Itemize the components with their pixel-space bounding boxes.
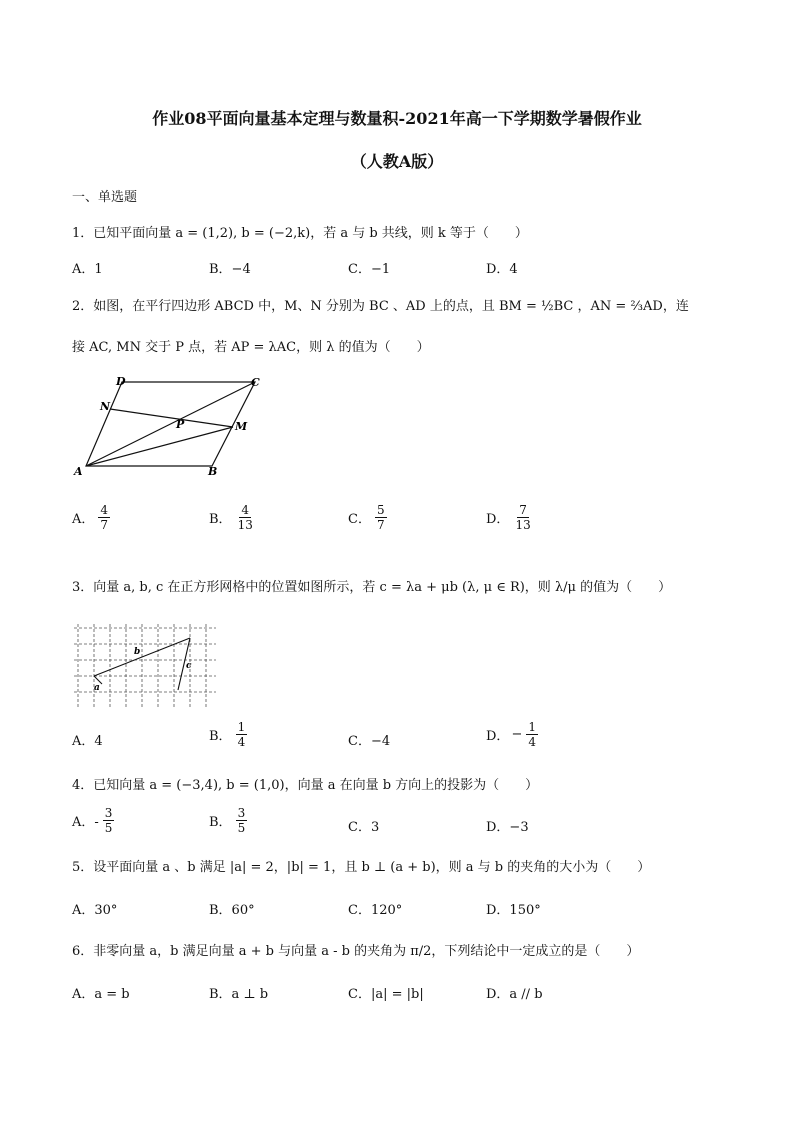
- option-b: B．60°: [209, 903, 255, 918]
- option-c: C．−1: [348, 262, 391, 277]
- label-c: C: [251, 376, 260, 389]
- question-4-text: 4．已知向量 a = (−3,4), b = (1,0)，向量 a 在向量 b 方向上的投影为（ ）: [72, 778, 539, 793]
- question-6-text: 6．非零向量 a，b 满足向量 a + b 与向量 a - b 的夹角为 π/2，下列结论中一定成立的是（ ）: [72, 944, 640, 959]
- fraction: $\frac{3}{5}$: [237, 806, 246, 835]
- label-m: M: [235, 420, 248, 433]
- grid-vector-figure: [70, 620, 220, 712]
- fraction: $\frac{1}{4}$: [528, 720, 536, 749]
- fraction: $\frac{7}{13}$: [515, 503, 531, 532]
- document-title: 作业08平面向量基本定理与数量积-2021年高一下学期数学暑假作业: [152, 109, 642, 128]
- label-b: b: [134, 647, 141, 657]
- label-b: B: [208, 465, 218, 478]
- question-2-text-line2: 接 AC, MN 交于 P 点，若 AP = λAC，则 λ 的值为（ ）: [72, 340, 430, 355]
- question-6-options: [72, 983, 712, 1013]
- parallelogram-figure: [70, 372, 280, 480]
- question-1-options: [72, 258, 712, 288]
- label-p: P: [176, 418, 185, 431]
- option-a: A．4: [72, 734, 103, 749]
- option-c: C． $\frac{5}{7}$: [348, 503, 385, 532]
- fraction: $\frac{1}{4}$: [237, 720, 246, 749]
- option-d: D． $\frac{7}{13}$: [486, 503, 531, 532]
- fraction: $\frac{4}{7}$: [100, 503, 109, 532]
- fraction: $\frac{4}{13}$: [237, 503, 253, 532]
- question-3-options: [72, 720, 712, 758]
- option-c: C．3: [348, 820, 380, 835]
- option-d: D． − $\frac{1}{4}$: [486, 720, 536, 749]
- label-d: D: [116, 375, 126, 388]
- label-c: c: [186, 661, 192, 671]
- question-1-text: 1．已知平面向量 a = (1,2), b = (−2,k)，若 a 与 b 共线，则 k 等于（ ）: [72, 226, 528, 241]
- question-2-text: 2．如图，在平行四边形 ABCD 中，M、N 分别为 BC 、AD 上的点，且 BM = ½BC ，AN = ⅔AD，连: [72, 299, 689, 314]
- question-5-options: [72, 899, 712, 929]
- option-c: C．120°: [348, 903, 403, 918]
- option-c: C．−4: [348, 734, 391, 749]
- section-heading: 一、单选题: [72, 190, 138, 205]
- option-a: A．1: [72, 262, 103, 277]
- option-b: B． $\frac{3}{5}$: [209, 806, 246, 835]
- option-b: B．a ⊥ b: [209, 987, 269, 1002]
- question-4-options: [72, 806, 712, 844]
- option-b: B． $\frac{1}{4}$: [209, 720, 246, 749]
- option-a: A．a = b: [72, 987, 130, 1002]
- document-subtitle: （人教A版）: [350, 152, 444, 171]
- option-c: C．|a| = |b|: [348, 987, 424, 1002]
- label-a: A: [74, 465, 83, 478]
- option-a: A．30°: [72, 903, 118, 918]
- question-3-text: 3．向量 a, b, c 在正方形网格中的位置如图所示，若 c = λa + μb (λ, μ ∈ R)，则 λ/μ 的值为（ ）: [72, 580, 672, 595]
- option-d: D．150°: [486, 903, 541, 918]
- option-a: A． $\frac{4}{7}$: [72, 503, 109, 532]
- label-n: N: [100, 400, 111, 413]
- fraction: $\frac{5}{7}$: [376, 503, 385, 532]
- option-b: B． $\frac{4}{13}$: [209, 503, 253, 532]
- question-2-options: [72, 503, 712, 541]
- option-d: D．4: [486, 262, 518, 277]
- option-a: A．- $\frac{3}{5}$: [72, 806, 113, 835]
- option-d: D．a // b: [486, 987, 543, 1002]
- fraction: $\frac{3}{5}$: [104, 806, 113, 835]
- label-a: a: [94, 683, 100, 693]
- question-5-text: 5．设平面向量 a 、b 满足 |a| = 2，|b| = 1，且 b ⊥ (a + b)，则 a 与 b 的夹角的大小为（ ）: [72, 860, 651, 875]
- option-d: D．−3: [486, 820, 529, 835]
- option-b: B．−4: [209, 262, 251, 277]
